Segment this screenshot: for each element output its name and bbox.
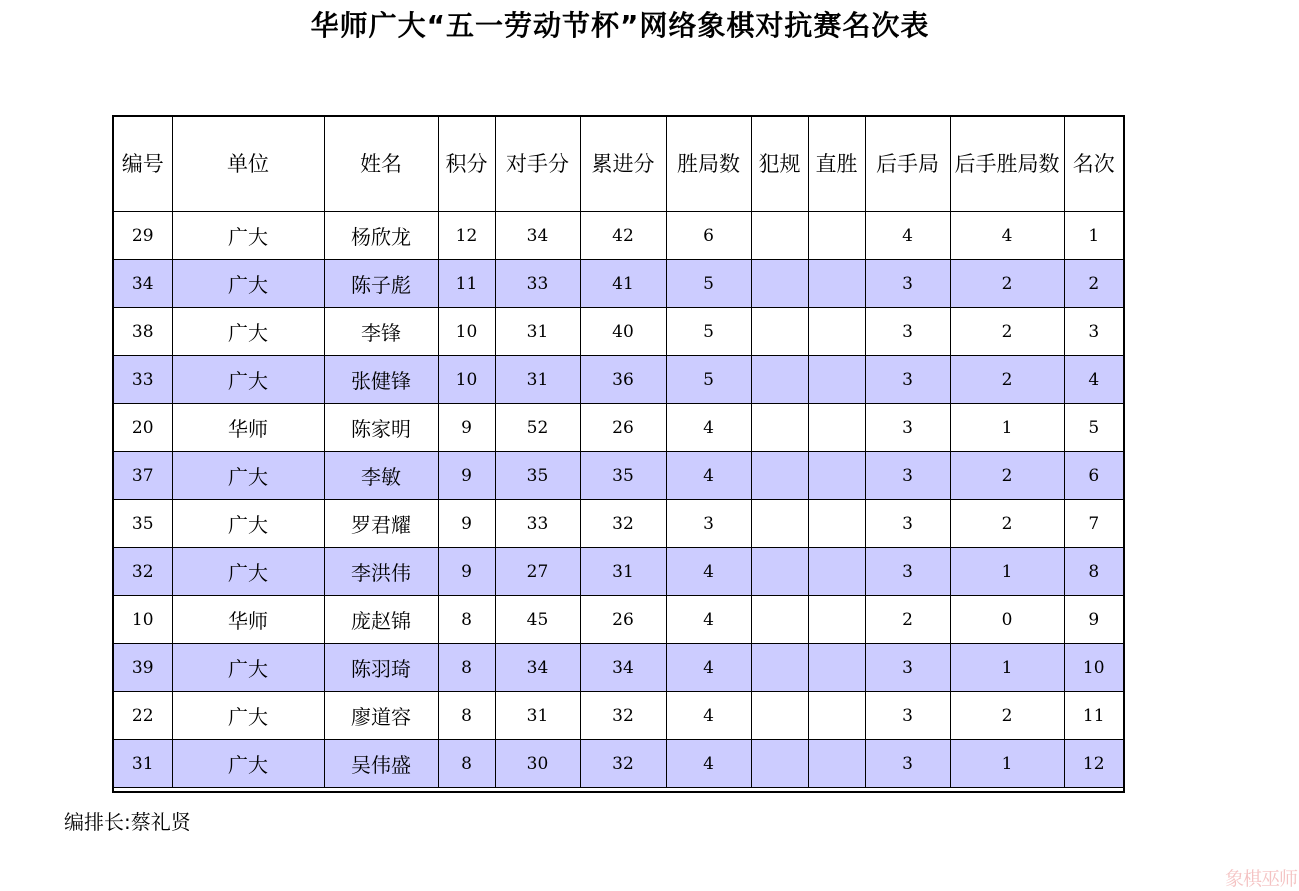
table-row — [114, 596, 1123, 644]
cell-unit: 广大 — [172, 644, 324, 692]
cell-name: 庞赵锦 — [324, 596, 438, 644]
cell-name: 李锋 — [324, 308, 438, 356]
cell-rank: 8 — [1064, 548, 1123, 596]
cell-id: 35 — [114, 500, 172, 548]
cell-wins: 5 — [666, 356, 751, 404]
cell-score: 9 — [438, 452, 495, 500]
cell-wins: 4 — [666, 740, 751, 788]
cell-unit: 广大 — [172, 740, 324, 788]
header-unit: 单位 — [172, 117, 324, 212]
cell-direct — [808, 452, 865, 500]
cell-second-games: 3 — [865, 404, 950, 452]
cell-second-games: 4 — [865, 212, 950, 260]
cell-opp-score: 35 — [495, 452, 580, 500]
header-rank: 名次 — [1064, 117, 1123, 212]
cell-id: 33 — [114, 356, 172, 404]
cell-opp-score: 45 — [495, 596, 580, 644]
header-id: 编号 — [114, 117, 172, 212]
cell-direct — [808, 356, 865, 404]
cell-score: 11 — [438, 260, 495, 308]
cell-wins: 4 — [666, 452, 751, 500]
cell-name: 张健锋 — [324, 356, 438, 404]
cell-second-games: 3 — [865, 740, 950, 788]
cell-cumulative: 31 — [580, 548, 666, 596]
ranking-table-container — [112, 115, 1125, 793]
cell-score: 10 — [438, 356, 495, 404]
ranking-table — [114, 117, 1123, 788]
cell-rank: 3 — [1064, 308, 1123, 356]
cell-rank: 11 — [1064, 692, 1123, 740]
cell-second-wins: 1 — [950, 740, 1064, 788]
cell-second-wins: 1 — [950, 548, 1064, 596]
table-row — [114, 452, 1123, 500]
table-row — [114, 260, 1123, 308]
table-row — [114, 212, 1123, 260]
cell-opp-score: 33 — [495, 500, 580, 548]
header-opp-score: 对手分 — [495, 117, 580, 212]
cell-rank: 6 — [1064, 452, 1123, 500]
cell-second-wins: 2 — [950, 500, 1064, 548]
cell-id: 31 — [114, 740, 172, 788]
cell-unit: 广大 — [172, 692, 324, 740]
table-row — [114, 692, 1123, 740]
cell-direct — [808, 212, 865, 260]
cell-cumulative: 35 — [580, 452, 666, 500]
table-row — [114, 500, 1123, 548]
cell-fouls — [751, 548, 808, 596]
cell-score: 8 — [438, 692, 495, 740]
cell-fouls — [751, 308, 808, 356]
cell-name: 廖道容 — [324, 692, 438, 740]
table-row — [114, 548, 1123, 596]
cell-direct — [808, 260, 865, 308]
cell-id: 22 — [114, 692, 172, 740]
table-row — [114, 740, 1123, 788]
header-wins: 胜局数 — [666, 117, 751, 212]
table-row — [114, 308, 1123, 356]
cell-id: 37 — [114, 452, 172, 500]
cell-second-wins: 2 — [950, 260, 1064, 308]
cell-second-wins: 1 — [950, 404, 1064, 452]
cell-fouls — [751, 644, 808, 692]
cell-opp-score: 34 — [495, 644, 580, 692]
cell-score: 8 — [438, 740, 495, 788]
cell-score: 9 — [438, 548, 495, 596]
cell-wins: 5 — [666, 260, 751, 308]
cell-cumulative: 32 — [580, 692, 666, 740]
cell-rank: 9 — [1064, 596, 1123, 644]
header-cumulative: 累进分 — [580, 117, 666, 212]
header-second-wins: 后手胜局数 — [950, 117, 1064, 212]
cell-direct — [808, 404, 865, 452]
cell-score: 9 — [438, 500, 495, 548]
cell-id: 34 — [114, 260, 172, 308]
cell-rank: 4 — [1064, 356, 1123, 404]
cell-second-games: 3 — [865, 356, 950, 404]
cell-fouls — [751, 404, 808, 452]
header-score: 积分 — [438, 117, 495, 212]
cell-fouls — [751, 740, 808, 788]
cell-wins: 4 — [666, 644, 751, 692]
cell-wins: 6 — [666, 212, 751, 260]
cell-rank: 7 — [1064, 500, 1123, 548]
cell-id: 20 — [114, 404, 172, 452]
cell-cumulative: 32 — [580, 740, 666, 788]
cell-rank: 5 — [1064, 404, 1123, 452]
cell-opp-score: 52 — [495, 404, 580, 452]
cell-score: 8 — [438, 644, 495, 692]
cell-score: 10 — [438, 308, 495, 356]
cell-name: 陈家明 — [324, 404, 438, 452]
cell-id: 38 — [114, 308, 172, 356]
cell-second-wins: 2 — [950, 452, 1064, 500]
cell-second-games: 3 — [865, 644, 950, 692]
cell-wins: 5 — [666, 308, 751, 356]
cell-wins: 4 — [666, 596, 751, 644]
cell-rank: 1 — [1064, 212, 1123, 260]
cell-name: 陈子彪 — [324, 260, 438, 308]
organizer-note: 编排长:蔡礼贤 — [64, 810, 191, 834]
cell-second-games: 3 — [865, 260, 950, 308]
cell-unit: 广大 — [172, 548, 324, 596]
cell-second-games: 3 — [865, 692, 950, 740]
cell-fouls — [751, 260, 808, 308]
cell-name: 李敏 — [324, 452, 438, 500]
cell-id: 39 — [114, 644, 172, 692]
cell-direct — [808, 308, 865, 356]
cell-direct — [808, 596, 865, 644]
cell-opp-score: 33 — [495, 260, 580, 308]
cell-id: 32 — [114, 548, 172, 596]
cell-second-wins: 0 — [950, 596, 1064, 644]
table-body — [114, 212, 1123, 788]
cell-wins: 4 — [666, 548, 751, 596]
cell-unit: 华师 — [172, 404, 324, 452]
cell-cumulative: 40 — [580, 308, 666, 356]
cell-unit: 广大 — [172, 452, 324, 500]
cell-unit: 广大 — [172, 308, 324, 356]
cell-opp-score: 31 — [495, 692, 580, 740]
cell-cumulative: 41 — [580, 260, 666, 308]
cell-opp-score: 31 — [495, 308, 580, 356]
cell-second-wins: 2 — [950, 356, 1064, 404]
cell-direct — [808, 740, 865, 788]
cell-second-games: 3 — [865, 548, 950, 596]
cell-opp-score: 27 — [495, 548, 580, 596]
cell-second-games: 3 — [865, 452, 950, 500]
cell-second-wins: 2 — [950, 308, 1064, 356]
cell-direct — [808, 548, 865, 596]
cell-unit: 华师 — [172, 596, 324, 644]
cell-unit: 广大 — [172, 500, 324, 548]
cell-name: 杨欣龙 — [324, 212, 438, 260]
header-row — [114, 117, 1123, 212]
cell-fouls — [751, 500, 808, 548]
watermark-logo: 象棋巫师 — [1224, 868, 1297, 890]
cell-rank: 12 — [1064, 740, 1123, 788]
cell-id: 10 — [114, 596, 172, 644]
cell-cumulative: 34 — [580, 644, 666, 692]
cell-fouls — [751, 356, 808, 404]
cell-name: 李洪伟 — [324, 548, 438, 596]
cell-fouls — [751, 212, 808, 260]
header-fouls: 犯规 — [751, 117, 808, 212]
cell-direct — [808, 692, 865, 740]
table-row — [114, 644, 1123, 692]
cell-direct — [808, 644, 865, 692]
cell-unit: 广大 — [172, 356, 324, 404]
cell-direct — [808, 500, 865, 548]
cell-score: 8 — [438, 596, 495, 644]
cell-fouls — [751, 596, 808, 644]
cell-name: 吴伟盛 — [324, 740, 438, 788]
cell-wins: 4 — [666, 692, 751, 740]
cell-name: 陈羽琦 — [324, 644, 438, 692]
cell-rank: 10 — [1064, 644, 1123, 692]
cell-cumulative: 26 — [580, 404, 666, 452]
cell-unit: 广大 — [172, 260, 324, 308]
page-title: 华师广大“五一劳动节杯”网络象棋对抗赛名次表 — [310, 9, 930, 42]
header-second-games: 后手局 — [865, 117, 950, 212]
cell-cumulative: 32 — [580, 500, 666, 548]
cell-score: 9 — [438, 404, 495, 452]
cell-name: 罗君耀 — [324, 500, 438, 548]
cell-second-wins: 2 — [950, 692, 1064, 740]
cell-second-wins: 4 — [950, 212, 1064, 260]
cell-opp-score: 30 — [495, 740, 580, 788]
cell-unit: 广大 — [172, 212, 324, 260]
cell-rank: 2 — [1064, 260, 1123, 308]
cell-fouls — [751, 452, 808, 500]
cell-cumulative: 36 — [580, 356, 666, 404]
cell-wins: 3 — [666, 500, 751, 548]
table-row — [114, 404, 1123, 452]
cell-id: 29 — [114, 212, 172, 260]
cell-score: 12 — [438, 212, 495, 260]
cell-cumulative: 42 — [580, 212, 666, 260]
cell-wins: 4 — [666, 404, 751, 452]
cell-second-wins: 1 — [950, 644, 1064, 692]
cell-second-games: 3 — [865, 308, 950, 356]
cell-second-games: 2 — [865, 596, 950, 644]
cell-cumulative: 26 — [580, 596, 666, 644]
cell-second-games: 3 — [865, 500, 950, 548]
cell-opp-score: 34 — [495, 212, 580, 260]
header-name: 姓名 — [324, 117, 438, 212]
table-row — [114, 356, 1123, 404]
header-direct: 直胜 — [808, 117, 865, 212]
cell-opp-score: 31 — [495, 356, 580, 404]
cell-fouls — [751, 692, 808, 740]
